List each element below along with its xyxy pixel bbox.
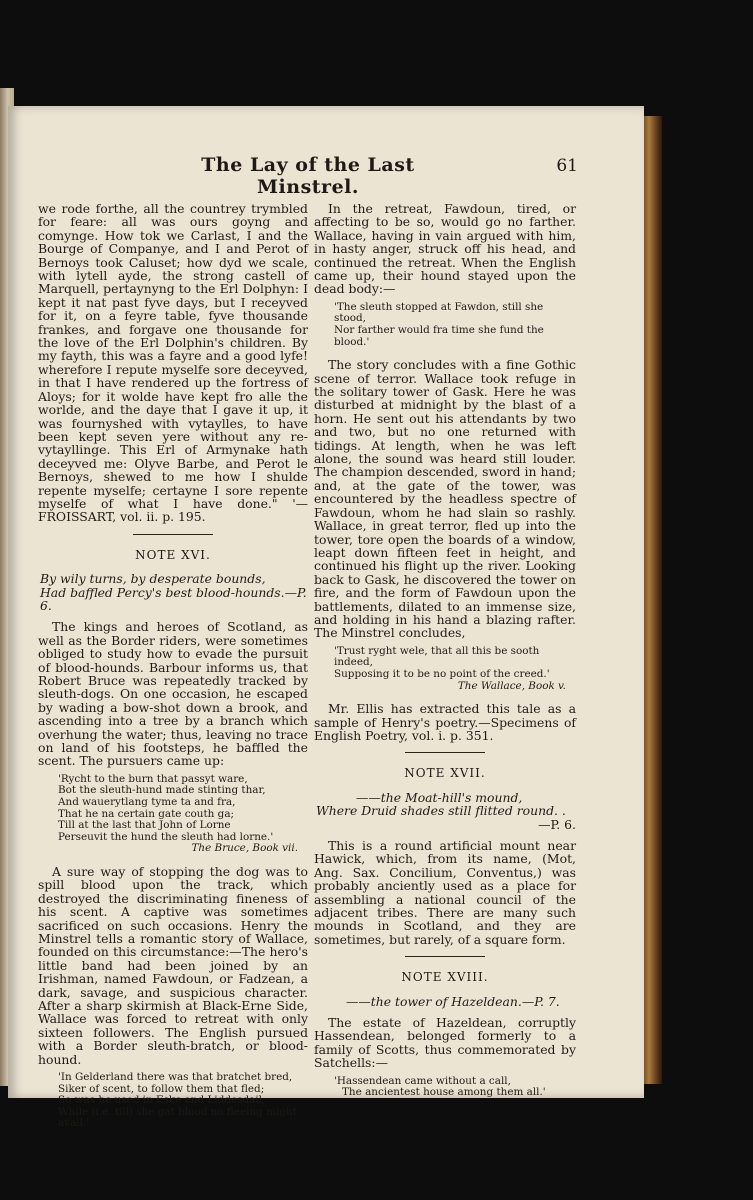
verse-source: The Wallace, Book v. [457,679,566,692]
gothic-scene-paragraph: The story concludes with a fine Gothic scene of terror. Wallace took refuge in the solitary tower of Gask. Here he was disturbed at midnight by the blast of a horn. He sent out his attendants by two and two, but no one returned with tidings. At length, when he was left alone, the sound was heard still louder. The champion descended, sword in hand; and, at the gate of the tower, was encountered by the headless spectre of Fawdoun, whom he had slain so rashly. Wallace, in great terror, fled up into the tower, tore open the boards of a window, leapt down fifteen feet in height, and continued his flight up the river. Looking back to Gask, he discovered the tower on fire, and the form of Fawdoun upon the battlements, dilated to an immense size, and holding in his hand a blazing rafter. The Minstrel concludes, [314,357,576,641]
verse-line: Till at the last that John of Lorne [58,819,231,832]
note-16-ref-line-1: By wily turns, by desperate bounds, [40,571,266,587]
left-column [38,202,308,1140]
running-head [8,154,644,198]
right-column [314,202,576,1109]
hassendean-verse [334,1076,576,1099]
wallace-verse [334,646,576,692]
running-title: The Lay of the Last Minstrel. [201,154,415,198]
note-17-ref-line-3: —P. 6. [538,816,576,832]
verse-line: Siker of scent, to follow them that fled; [58,1082,265,1095]
verse-line: 'The sleuth stopped at Fawdon, still she stood, [334,300,544,325]
bloodhound-paragraph: The kings and heroes of Scotland, as well as the Border riders, were sometimes obliged to study how to evade the pursuit of blood-hounds. Barbour informs us, that Robert Bruce was repeatedly tracked by sleuth-dogs. On one occasion, he escaped by wading a bow-shot down a brook, and ascending into a tree by a branch which overhung the water; thus, leaving no trace on land of his footsteps, he baffled the scent. The pursuers came up: [38,619,308,769]
section-divider [133,534,213,535]
note-18-ref-line-1: ——the tower of Hazeldean.—P. 7. [346,993,560,1009]
note-18-reference [314,995,576,1008]
verse-line: Supposing it to be no point of the creed.' [334,667,550,680]
note-17-reference [314,791,576,831]
verse-line: While (i.e. till) she gat blood no fleeing might avail.' [58,1105,297,1130]
note-16-heading: NOTE XVI. [135,547,211,562]
note-17-ref-line-2: Where Druid shades still flitted round. . [316,803,566,819]
note-17-ref-line-1: ——the Moat-hill's mound, [356,789,523,805]
note-17-heading: NOTE XVII. [404,766,486,781]
verse-line: Perseuvit the hund the sleuth had lorne.' [58,830,274,843]
verse-line: And wauerytlang tyme ta and fra, [58,796,236,809]
page-number: 61 [556,156,578,176]
verse-line: 'In Gelderland there was that bratchet bred, [58,1071,293,1084]
section-divider [405,752,485,753]
bruce-verse [58,774,308,855]
verse-line: Bot the sleuth-hund made stinting thar, [58,784,266,797]
note-16-reference [38,572,308,612]
sleuth-verse [334,302,576,348]
gelderland-verse [58,1072,308,1130]
note-16-ref-line-2: Had baffled Percy's best blood-hounds.—P. 6. [40,584,307,613]
verse-line: 'Trust ryght wele, that all this be sooth indeed, [334,644,540,669]
froissart-quote-paragraph: we rode forthe, all the countrey trymbled for feare: all was ours goyng and comynge. How tok we Carlast, I and the Bourge of Companye, and I and Perot of Bernoys took Caluset; how dyd we scale, with lytell ayde, the strong castell of Marquell, pertaynyng to the Erl Dolphyn: I kept it nat past fyve days, but I receyved for it, on a feyre table, fyve thousande frankes, and forgave one thousande for the love of the Erl Dolphin's children. By my fayth, this was a fayre and a good lyfe! wherefore I repute myselfe sore deceyved, in that I have rendered up the fortress of Aloys; for it wolde have kept fro alle the worlde, and the daye that I gave it up, it was fournyshed with vytaylles, to have been kept seven yere without any re-vytayllinge. This Erl of Armynake hath deceyved me: Olyve Barbe, and Perot le Bernoys, shewed to me how I shulde repente myselfe; certayne I sore repente myselfe of what I have done." '—FROISSART, vol. ii. p. 195. [38,201,308,525]
verse-source: The Bruce, Book vii. [191,842,298,855]
verse-line: 'Hassendean came without a call, [334,1074,511,1087]
book-page [8,106,644,1130]
retreat-paragraph: In the retreat, Fawdoun, tired, or affecting to be so, would go no farther. Wallace, having in vain argued with him, in hasty anger, struck off his head, and continued the retreat. When the English came up, their hound stayed upon the dead body:— [314,201,576,297]
verse-line: So was he used in Eske and Liddesdail, [58,1094,266,1107]
verse-line: The ancientest house among them all.' [342,1086,546,1099]
verse-line: 'Rycht to the burn that passyt ware, [58,772,248,785]
moat-hill-paragraph: This is a round artificial mount near Hawick, which, from its name, (Mot, Ang. Sax. Concilium, Conventus,) was probably anciently used as a place for assembling a national council of the adjacent tribes. There are many such mounds in Scotland, and they are sometimes, but rarely, of a square form. [314,837,576,947]
wallace-paragraph: A sure way of stopping the dog was to spill blood upon the track, which destroyed the discriminating fineness of his scent. A captive was sometimes sacrificed on such occasions. Henry the Minstrel tells a romantic story of Wallace, founded on this circumstance:—The hero's little band had been joined by an Irishman, named Fawdoun, or Fadzean, a dark, savage, and suspicious character. After a sharp skirmish at Black-Erne Side, Wallace was forced to retreat with only sixteen followers. The English pursued with a Border sleuth-bratch, or blood-hound. [38,864,308,1067]
section-divider [405,956,485,957]
ellis-paragraph: Mr. Ellis has extracted this tale as a sample of Henry's poetry.—Specimens of English Poetry, vol. i. p. 351. [314,701,576,743]
hazeldean-paragraph: The estate of Hazeldean, corruptly Hassendean, belonged formerly to a family of Scotts, thus commemorated by Satchells:— [314,1015,576,1071]
note-18-heading: NOTE XVIII. [401,970,489,985]
verse-line: Nor farther would fra time she fund the blood.' [334,324,544,348]
verse-line: That he na certain gate couth ga; [58,807,235,820]
